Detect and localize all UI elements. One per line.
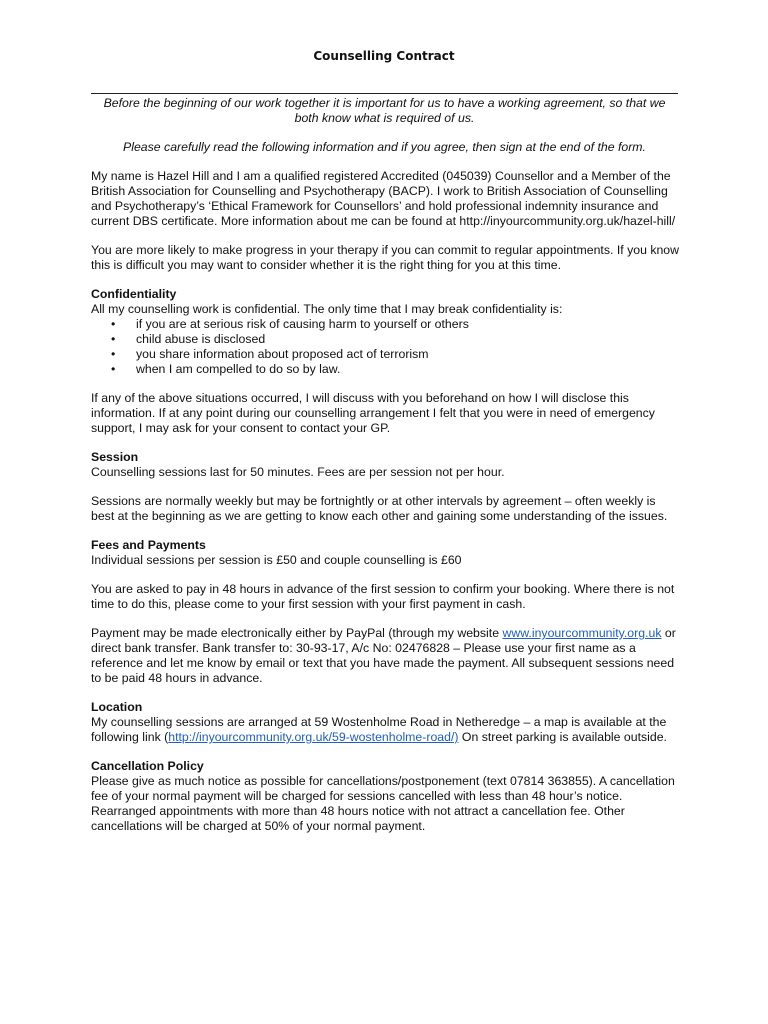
intro-paragraph: Please carefully read the following information and if you agree, then sign at the end of the form.: [123, 140, 646, 154]
payment-text-start: Payment may be made electronically either by PayPal (through my website: [91, 626, 503, 640]
list-item: [91, 347, 681, 362]
confidentiality-intro: All my counselling work is confidential. The only time that I may break confidentiality is:: [91, 302, 563, 316]
list-item: [91, 362, 681, 377]
intro-paragraph: Before the beginning of our work together it is important for us to have a working agreement, so that we both know what is required of us.: [103, 96, 666, 125]
location-text-end: On street parking is available outside.: [458, 730, 667, 744]
list-item: [91, 317, 681, 332]
list-item-text: child abuse is disclosed: [136, 332, 266, 346]
payment-method-paragraph: [91, 626, 681, 686]
bullet-icon: •: [111, 347, 116, 361]
map-link[interactable]: http://inyourcommunity.org.uk/59-wostenholme-road/): [168, 730, 459, 744]
confidentiality-list: [91, 317, 681, 377]
list-item-text: when I am compelled to do so by law.: [136, 362, 341, 376]
confidentiality-paragraph: If any of the above situations occurred, I will discuss with you beforehand on how I will disclose this information. If at any point during our counselling arrangement I felt that you were in need of emergency support, I may ask for your consent to contact your GP.: [91, 391, 655, 435]
cancellation-heading: Cancellation Policy: [91, 759, 204, 773]
bullet-icon: •: [111, 362, 116, 376]
commitment-paragraph: You are more likely to make progress in your therapy if you can commit to regular appointments. If you know this is difficult you may want to consider whether it is the right thing for you at this time.: [91, 243, 680, 272]
location-paragraph: [91, 715, 681, 745]
about-paragraph: My name is Hazel Hill and I am a qualified registered Accredited (045039) Counsellor and a Member of the British Association for Counselling and Psychotherapy (BACP). I work to British Association of Counselling and Psychotherapy’s ‘Ethical Framework for Counsellors’ and hold professional indemnity insurance and current DBS certificate. More information about me can be found at http://inyourcommunity.org.uk/hazel-hill/: [91, 169, 676, 228]
session-frequency-paragraph: Sessions are normally weekly but may be fortnightly or at other intervals by agreement – often weekly is best at the beginning as we are getting to know each other and gaining some understanding of the issues.: [91, 494, 668, 523]
bullet-icon: •: [111, 317, 116, 331]
location-text-start: My counselling sessions are arranged at 59 Wostenholme Road in Netheredge – a map is available at the following link (: [91, 715, 667, 744]
fees-advance-paragraph: You are asked to pay in 48 hours in advance of the first session to confirm your booking. Where there is not time to do this, please come to your first session with your first payment in cash.: [91, 582, 675, 611]
location-heading: Location: [91, 700, 143, 714]
fees-heading: Fees and Payments: [91, 538, 206, 552]
list-item: [91, 332, 681, 347]
website-link[interactable]: www.inyourcommunity.org.uk: [502, 626, 662, 640]
cancellation-paragraph: Please give as much notice as possible for cancellations/postponement (text 07814 363855). A cancellation fee of your normal payment will be charged for sessions cancelled with less than 48 hour’s notice. Rearranged appointments with more than 48 hours notice with not attract a cancellation fee. Other cancellations will be charged at 50% of your normal payment.: [91, 774, 675, 833]
document-body: [91, 169, 681, 848]
page-title: Counselling Contract: [313, 49, 455, 63]
payment-text-end: or direct bank transfer. Bank transfer to: 30-93-17, A/c No: 02476828 – Please use your first name as a reference and let me know by email or text that you have made the payment. All subsequent sessions need to be paid 48 hours in advance.: [91, 626, 676, 685]
list-item-text: if you are at serious risk of causing harm to yourself or others: [136, 317, 469, 331]
intro-block: [91, 96, 678, 155]
bullet-icon: •: [111, 332, 116, 346]
session-length-paragraph: Counselling sessions last for 50 minutes. Fees are per session not per hour.: [91, 465, 505, 479]
title-divider: [91, 93, 678, 94]
confidentiality-heading: Confidentiality: [91, 287, 177, 301]
session-heading: Session: [91, 450, 139, 464]
list-item-text: you share information about proposed act of terrorism: [136, 347, 429, 361]
fees-amount-paragraph: Individual sessions per session is £50 and couple counselling is £60: [91, 553, 462, 567]
